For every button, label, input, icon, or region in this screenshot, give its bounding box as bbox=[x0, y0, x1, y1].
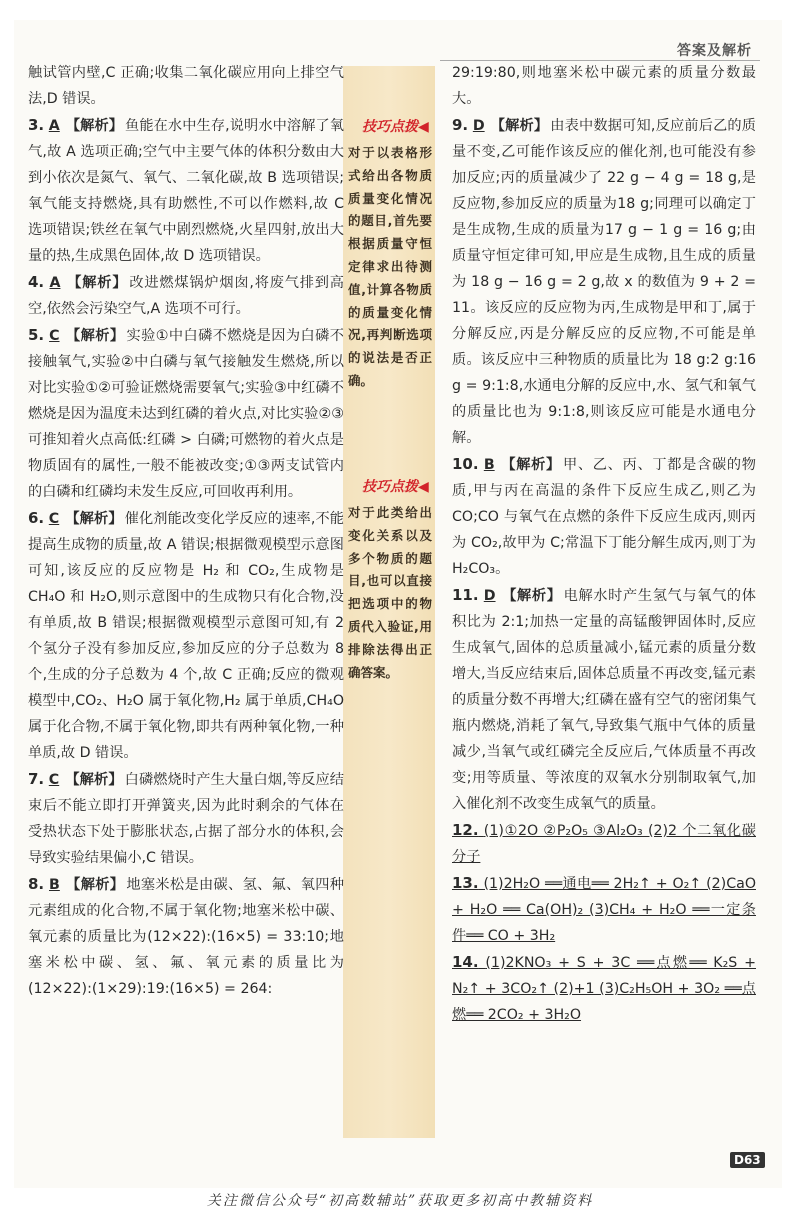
answer-item-13: 13. (1)2H₂O ══通电══ 2H₂↑ + O₂↑ (2)CaO + H₂O ══ Ca(OH)₂ (3)CH₄ + H₂O ══一定条件══ CO + 3H₂ bbox=[452, 874, 756, 944]
tip-text-1: 对于以表格形式给出各物质质量变化情况的题目,首先要根据质量守恒定律求出待测值,计算各物质的质量变化情况,再判断选项的说法是否正确。 bbox=[348, 145, 432, 388]
answer-continuation-right: 29:19:80,则地塞米松中碳元素的质量分数最大。 bbox=[452, 65, 756, 107]
answer-item-12: 12. (1)①2O ②P₂O₅ ③Al₂O₃ (2)2 个二氧化碳分子 bbox=[452, 821, 756, 865]
answer-item-14: 14. (1)2KNO₃ + S + 3C ══点燃══ K₂S + N₂↑ + 3CO₂↑ (2)+1 (3)C₂H₅OH + 3O₂ ══点燃══ 2CO₂ + 3H₂O bbox=[452, 953, 756, 1023]
answer-item-6: 6. C 【解析】 催化剂能改变化学反应的速率,不能提高生成物的质量,故 A 错误;根据微观模型示意图可知,该反应的反应物是 H₂ 和 CO₂,生成物是 CH₄O 和 H₂O,则示意图中的生成物只有化合物,没有单质,故 B 错误;根据微观模型示意图可知,有 2 个氢分子没有参加反应,参加反应的分子总数为 8 个,生成的分子总数为 4 个,故 C 正确;反应的微观模型中,CO₂、H₂O 属于氧化物,H₂ 属于单质,CH₄O 属于化合物,不属于氧化物,即共有两种氧化物,一种单质,故 D 错误。 bbox=[28, 509, 344, 761]
tip-title-2: 技巧点拨◀ bbox=[362, 479, 429, 495]
page-header: 答案及解析 bbox=[677, 43, 752, 59]
tip-title-1: 技巧点拨◀ bbox=[362, 119, 429, 135]
answer-item-11: 11. D 【解析】 电解水时产生氢气与氧气的体积比为 2:1;加热一定量的高锰酸钾固体时,反应生成氧气,固体的总质量减小,锰元素的质量分数增大,当反应结束后,固体总质量不再改变,锰元素的质量分数不再增大;红磷在盛有空气的密闭集气瓶内燃烧,消耗了氧气,导致集气瓶中气体的质量减少,当氧气或红磷完全反应后,气体质量不再改变;用等质量、等浓度的双氧水分别制取氧气,加入催化剂不改变生成氧气的质量。 bbox=[452, 586, 756, 812]
tip-text-2: 对于此类给出变化关系以及多个物质的题目,也可以直接把选项中的物质代入验证,用排除法得出正确答案。 bbox=[348, 505, 432, 680]
answer-item-7: 7. C 【解析】 白磷燃烧时产生大量白烟,等反应结束后不能立即打开弹簧夹,因为此时剩余的气体在受热状态下处于膨胀状态,占据了部分水的体积,会导致实验结果偏小,C 错误。 bbox=[28, 770, 344, 866]
footer-note: 关注微信公众号“初高数辅站”获取更多初高中教辅资料 bbox=[206, 1193, 594, 1209]
page-number: D63 bbox=[730, 1152, 765, 1168]
answer-item-5: 5. C 【解析】 实验①中白磷不燃烧是因为白磷不接触氧气,实验②中白磷与氧气接触发生燃烧,所以对比实验①②可验证燃烧需要氧气;实验③中红磷不燃烧是因为温度未达到红磷的着火点,对比实验②③可推知着火点高低:红磷 > 白磷;可燃物的着火点是物质固有的属性,一般不能被改变;①③两支试管内的白磷和红磷均未发生反应,可回收再利用。 bbox=[28, 326, 344, 500]
answer-item-10: 10. B 【解析】 甲、乙、丙、丁都是含碳的物质,甲与丙在高温的条件下反应生成乙,则乙为 CO;CO 与氧气在点燃的条件下反应生成丙,则丙为 CO₂,故甲为 C;常温下丁能分解生成丙,则丁为 H₂CO₃。 bbox=[452, 455, 756, 577]
answer-item-8: 8. B 【解析】 地塞米松是由碳、氢、氟、氧四种元素组成的化合物,不属于氧化物;地塞米松中碳、氧元素的质量比为(12×22):(16×5) = 33:10;地塞米松中碳、氢、氟、氧元素的质量比为(12×22):(1×29):19:(16×5) = 264: bbox=[28, 875, 344, 997]
answer-continuation: 触试管内壁,C 正确;收集二氧化碳应用向上排空气法,D 错误。 bbox=[28, 65, 344, 107]
answer-item-9: 9. D 【解析】 由表中数据可知,反应前后乙的质量不变,乙可能作该反应的催化剂,也可能没有参加反应;丙的质量减少了 22 g − 4 g = 18 g,是反应物,参加反应的质量为18 g;同理可以确定丁是生成物,生成的质量为17 g − 1 g = 16 g;由质量守恒定律可知,甲应是生成物,且生成的质量为 18 g − 16 g = 2 g,故 x 的数值为 9 + 2 = 11。该反应的反应物为丙,生成物是甲和丁,属于分解反应,丙是分解反应的反应物,不可能是单质。该反应中三种物质的质量比为 18 g:2 g:16 g = 9:1:8,水通电分解的反应中,水、氢气和氧气的质量比也为 9:1:8,则该反应可能是水通电分解。 bbox=[452, 116, 756, 446]
right-column bbox=[452, 60, 756, 1028]
answer-item-3: 3. A 【解析】 鱼能在水中生存,说明水中溶解了氧气,故 A 选项正确;空气中主要气体的体积分数由大到小依次是氮气、氧气、二氧化碳,故 B 选项错误;氧气能支持燃烧,具有助燃性,不可以作燃料,故 C 选项错误;铁丝在氧气中剧烈燃烧,火星四射,放出大量的热,生成黑色固体,故 D 选项错误。 bbox=[28, 116, 344, 264]
answer-item-4: 4. A 【解析】 改进燃煤锅炉烟囱,将废气排到高空,依然会污染空气,A 选项不可行。 bbox=[28, 273, 344, 317]
left-column bbox=[28, 60, 344, 1002]
